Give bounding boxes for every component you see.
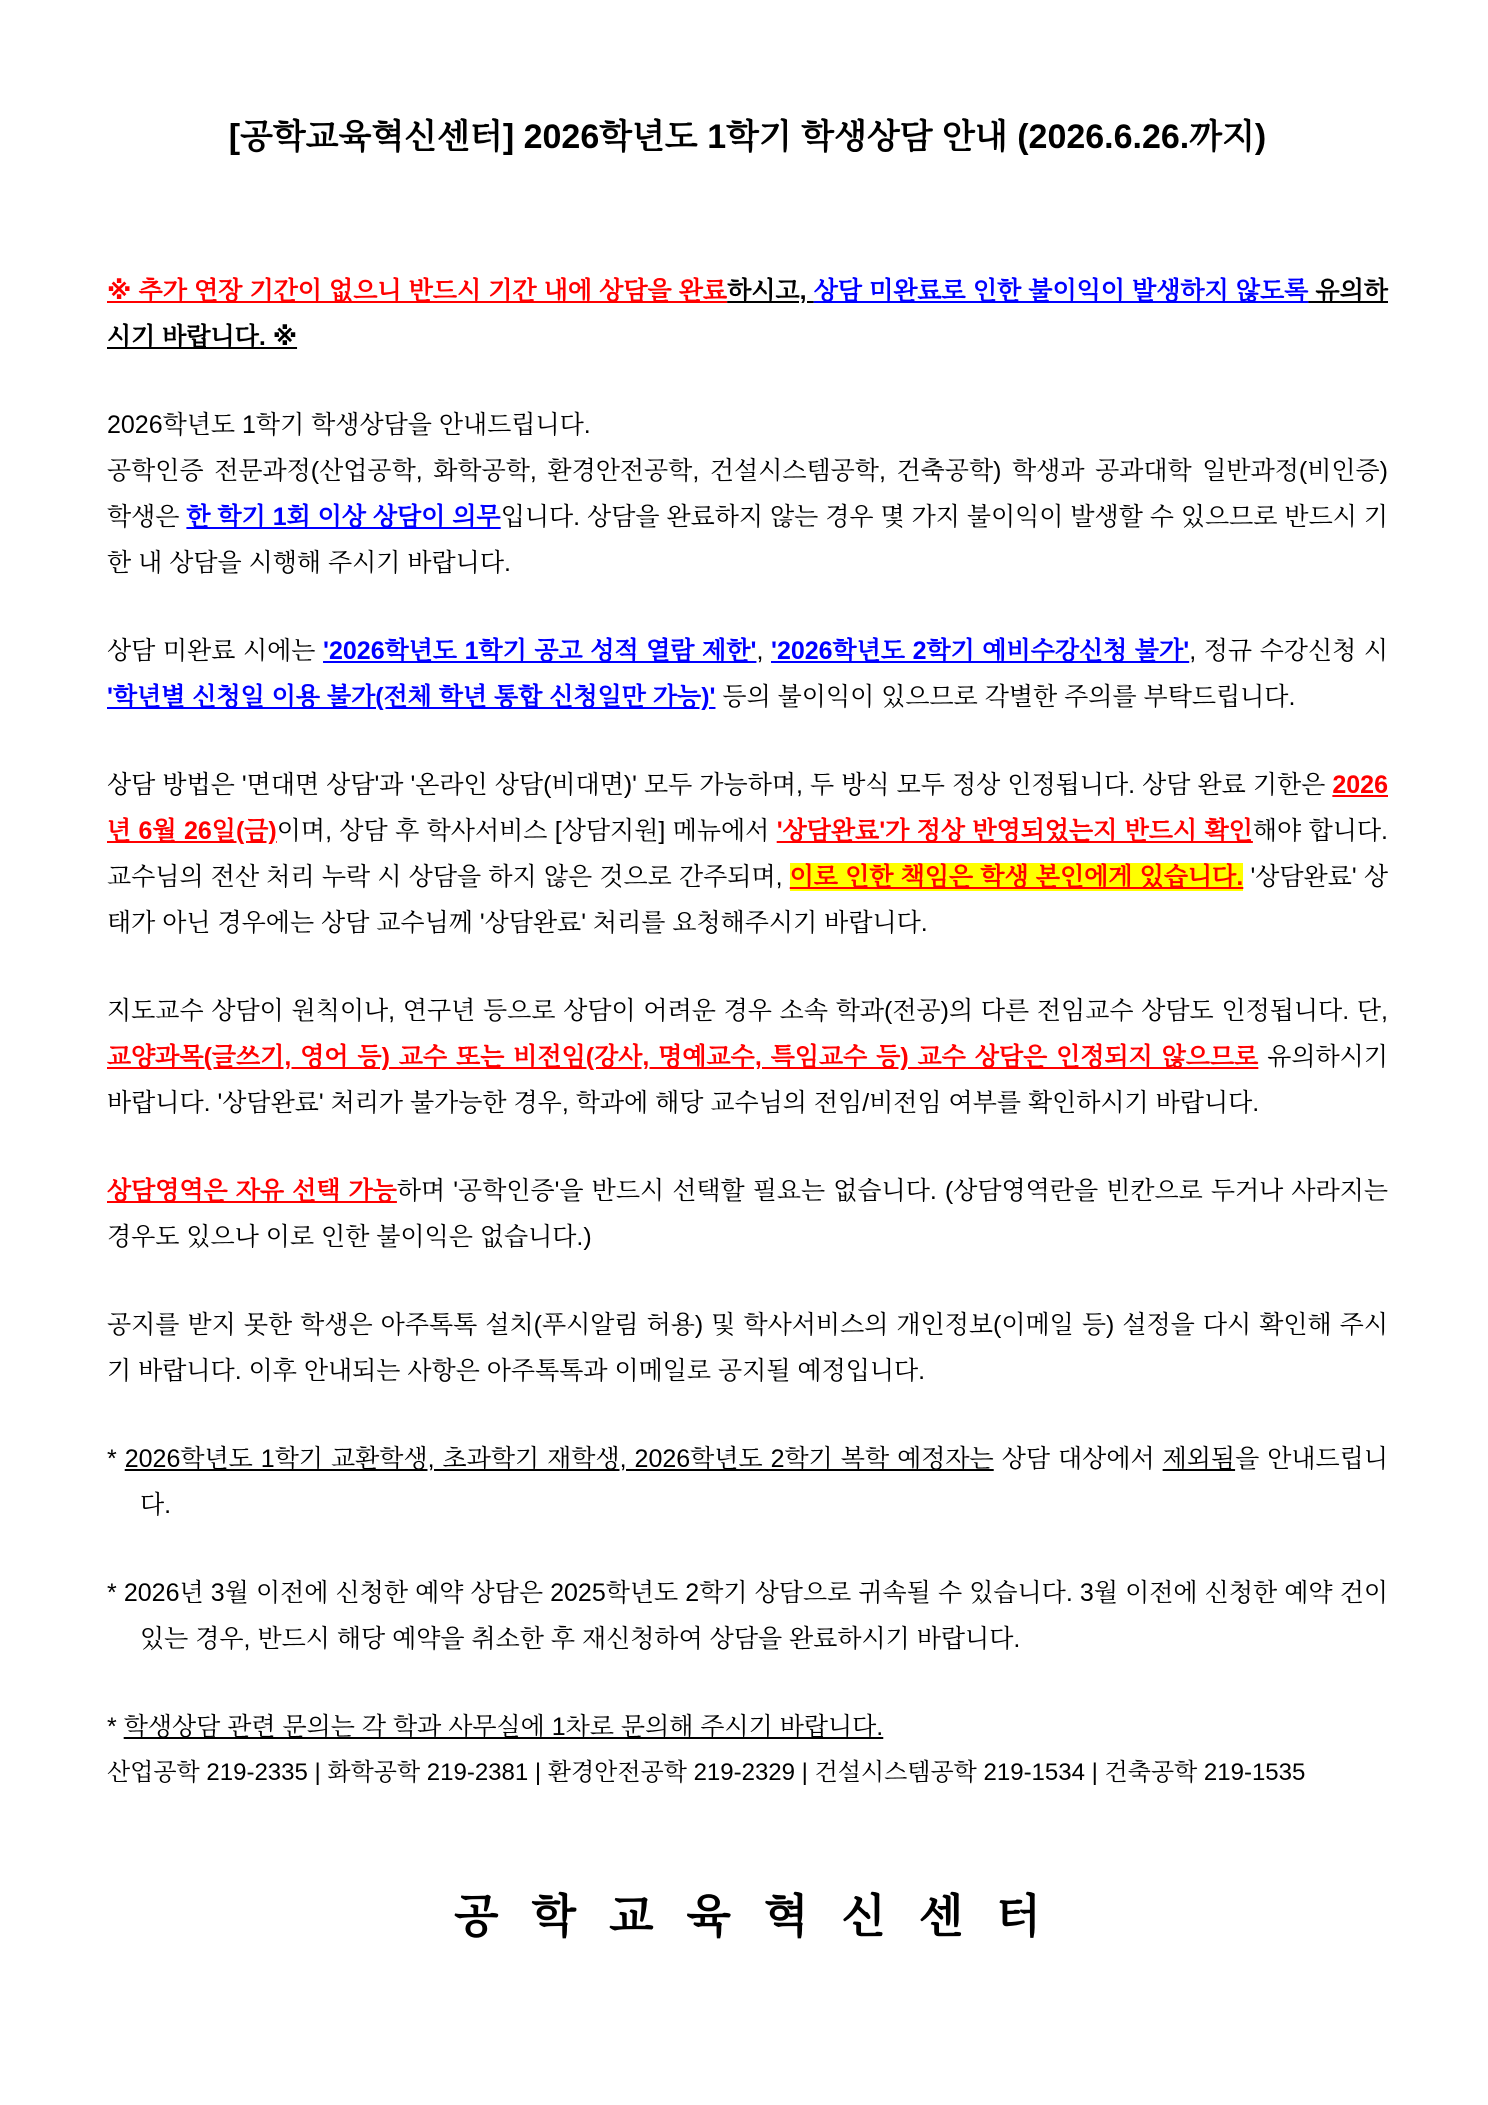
- intro-paragraph: [107, 402, 1388, 586]
- text-segment: 2026학년도 1학기 학생상담을 안내드립니다.: [107, 411, 591, 439]
- text-segment: *: [107, 1445, 125, 1473]
- text-segment: 하며 '공학인증'을 반드시 선택할 필요는 없습니다. (상담영역란을 빈칸으로 두거나 사라지는 경우도 있으나 이로 인한 불이익은 없습니다.): [107, 1177, 1388, 1251]
- text-segment: 입니다. 상담을 완료하지 않는 경우 몇 가지 불이익이 발생할 수 있으므로 반드시 기한 내 상담을 시행해 주시기 바랍니다.: [107, 503, 1388, 577]
- penalty-paragraph: [107, 628, 1388, 720]
- text-segment: 상담 미완료 시에는: [107, 637, 324, 665]
- text-segment: , 정규 수강신청 시: [1189, 637, 1389, 665]
- text-segment: 공학인증 전문과정(산업공학, 화학공학, 환경안전공학, 건설시스템공학, 건축공학) 학생과 공과대학 일반과정(비인증) 학생은: [107, 457, 1388, 531]
- text-segment: *: [107, 1713, 124, 1741]
- text-segment: 하시고,: [727, 277, 814, 305]
- text-segment: 등의 불이익이 있으므로 각별한 주의를 부탁드립니다.: [715, 683, 1296, 711]
- text-segment: 제외됨: [1162, 1445, 1236, 1473]
- text-segment: 이로 인한 책임은 학생 본인에게 있습니다.: [789, 863, 1244, 891]
- page-title: [공학교육혁신센터] 2026학년도 1학기 학생상담 안내 (2026.6.26.까지): [228, 118, 1267, 156]
- text-segment: 이며, 상담 후 학사서비스 [상담지원] 메뉴에서: [276, 817, 777, 845]
- text-segment: 유의하시기 바랍니다. ※: [107, 277, 1388, 351]
- bullet-contact: [107, 1704, 1388, 1750]
- text-segment: 한 학기 1회 이상 상담이 의무: [186, 503, 501, 531]
- text-segment: 2026년 6월 26일(금): [107, 771, 1388, 845]
- notice-channel-paragraph: [107, 1302, 1388, 1394]
- text-segment: 상담 대상에서: [993, 1445, 1163, 1473]
- text-segment: '학년별 신청일 이용 불가(전체 학년 통합 신청일만 가능)': [107, 683, 716, 711]
- text-segment: 공지를 받지 못한 학생은 아주톡톡 설치(푸시알림 허용) 및 학사서비스의 개인정보(이메일 등) 설정을 다시 확인해 주시기 바랍니다. 이후 안내되는 사항은 아주톡톡과 이메일로 공지될 예정입니다.: [107, 1311, 1388, 1385]
- text-segment: 교양과목(글쓰기, 영어 등) 교수 또는 비전임(강사, 명예교수, 특임교수 등) 교수 상담은 인정되지 않으므로: [107, 1043, 1259, 1071]
- counsel-area-paragraph: [107, 1168, 1388, 1260]
- text-segment: '상담완료'가 정상 반영되었는지 반드시 확인: [776, 817, 1253, 845]
- text-segment: 해야 합니다. 교수님의 전산 처리 누락 시 상담을 하지 않은 것으로 간주되며,: [107, 817, 1388, 891]
- text-segment: 을 안내드립니다.: [140, 1445, 1388, 1519]
- text-segment: ,: [756, 637, 771, 665]
- bullet-exclusion: [107, 1436, 1388, 1528]
- text-segment: 학생상담 관련 문의는 각 학과 사무실에 1차로 문의해 주시기 바랍니다.: [123, 1713, 884, 1741]
- bullet-reservation: [107, 1570, 1388, 1662]
- warning-paragraph: [107, 268, 1388, 360]
- text-segment: 상담 미완료로 인한 불이익이 발생하지 않도록: [813, 277, 1309, 305]
- text-segment: 유의하시기 바랍니다. '상담완료' 처리가 불가능한 경우, 학과에 해당 교수님의 전임/비전임 여부를 확인하시기 바랍니다.: [107, 1043, 1388, 1117]
- text-segment: '2026학년도 2학기 예비수강신청 불가': [771, 637, 1190, 665]
- text-segment: 지도교수 상담이 원칙이나, 연구년 등으로 상담이 어려운 경우 소속 학과(전공)의 다른 전임교수 상담도 인정됩니다. 단,: [107, 997, 1388, 1025]
- professor-eligibility-paragraph: [107, 988, 1388, 1126]
- center-signature: 공 학 교 육 혁 신 센 터: [454, 1890, 1051, 1942]
- method-deadline-paragraph: [107, 762, 1388, 946]
- text-segment: ※ 추가 연장 기간이 없으니 반드시 기간 내에 상담을 완료: [107, 277, 728, 305]
- text-segment: '2026학년도 1학기 공고 성적 열람 제한': [323, 637, 757, 665]
- text-segment: 상담영역은 자유 선택 가능: [107, 1177, 397, 1205]
- text-segment: 상담 방법은 '면대면 상담'과 '온라인 상담(비대면)' 모두 가능하며, 두 방식 모두 정상 인정됩니다. 상담 완료 기한은: [107, 771, 1333, 799]
- text-segment: '상담완료' 상태가 아닌 경우에는 상담 교수님께 '상담완료' 처리를 요청해주시기 바랍니다.: [107, 863, 1388, 937]
- text-segment: 2026학년도 1학기 교환학생, 초과학기 재학생, 2026학년도 2학기 복학 예정자는: [124, 1445, 994, 1473]
- department-phone-list: 산업공학 219-2335 | 화학공학 219-2381 | 환경안전공학 219-2329 | 건설시스템공학 219-1534 | 건축공학 219-1535: [107, 1759, 1306, 1786]
- text-segment: * 2026년 3월 이전에 신청한 예약 상담은 2025학년도 2학기 상담으로 귀속될 수 있습니다. 3월 이전에 신청한 예약 건이 있는 경우, 반드시 해당 예약을 취소한 후 재신청하여 상담을 완료하시기 바랍니다.: [107, 1579, 1388, 1653]
